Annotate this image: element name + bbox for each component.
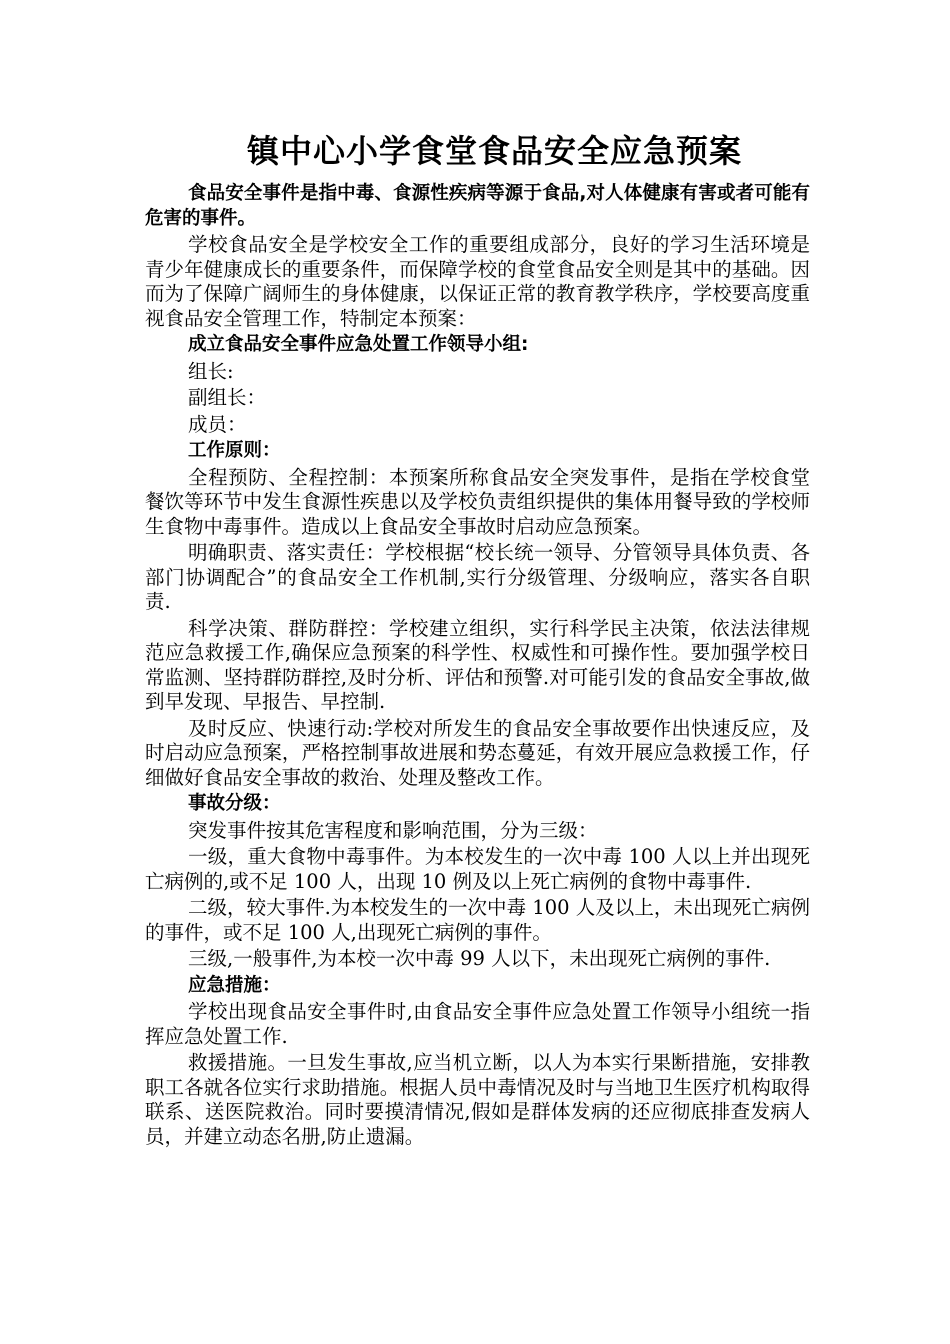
- principle-prevention: 全程预防、全程控制：本预案所称食品安全突发事件，是指在学校食堂餐饮等环节中发生食源性疾患以及学校负责组织提供的集体用餐导致的学校师生食物中毒事件。造成以上食品安全事故时启动应急预案。: [145, 465, 810, 538]
- principle-decision: 科学决策、群防群控：学校建立组织，实行科学民主决策，依法法律规范应急救援工作,确保应急预案的科学性、权威性和可操作性。要加强学校日常监测、坚持群防群控,及时分析、评估和预警.对可能引发的食品安全事故,做到早发现、早报告、早控制.: [145, 616, 810, 713]
- intro-paragraph: 学校食品安全是学校安全工作的重要组成部分，良好的学习生活环境是青少年健康成长的重要条件，而保障学校的食堂食品安全则是其中的基础。因而为了保障广阔师生的身体健康，以保证正常的教育教学秩序，学校要高度重视食品安全管理工作，特制定本预案：: [145, 233, 810, 330]
- group-leader-line: 组长:: [188, 359, 234, 383]
- level-two: 二级，较大事件.为本校发生的一次中毒 100 人及以上，未出现死亡病例的事件，或不足 100 人,出现死亡病例的事件。: [145, 896, 810, 944]
- leadership-group-heading: 成立食品安全事件应急处置工作领导小组:: [188, 334, 529, 355]
- deputy-leader-line: 副组长：: [188, 386, 267, 409]
- measures-heading: 应急措施：: [188, 974, 281, 996]
- level-three: 三级,一般事件,为本校一次中毒 99 人以下，未出现死亡病例的事件.: [188, 947, 771, 970]
- measures-rescue: 救援措施。一旦发生事故,应当机立断，以人为本实行果断措施，安排教职工各就各位实行求助措施。根据人员中毒情况及时与当地卫生医疗机构取得联系、送医院救治。同时要摸清情况,假如是群体发病的还应彻底排查发病人员，并建立动态名册,防止遗漏。: [145, 1051, 810, 1148]
- classification-intro: 突发事件按其危害程度和影响范围，分为三级：: [188, 818, 598, 842]
- measures-command: 学校出现食品安全事件时,由食品安全事件应急处置工作领导小组统一指挥应急处置工作.: [145, 1000, 810, 1048]
- principle-responsibility: 明确职责、落实责任：学校根据“校长统一领导、分管领导具体负责、各部门协调配合”的食品安全工作机制,实行分级管理、分级响应，落实各自职责.: [145, 541, 810, 613]
- document-page: [145, 128, 810, 1149]
- document-title: 镇中心小学食堂食品安全应急预案: [247, 132, 743, 170]
- members-line: 成员：: [188, 412, 247, 436]
- level-one: 一级，重大食物中毒事件。为本校发生的一次中毒 100 人以上并出现死亡病例的,或不足 100 人，出现 10 例及以上死亡病例的食物中毒事件.: [145, 845, 810, 893]
- definition-paragraph: 食品安全事件是指中毒、食源性疾病等源于食品,对人体健康有害或者可能有危害的事件。: [145, 183, 810, 229]
- principles-heading: 工作原则：: [188, 440, 281, 461]
- classification-heading: 事故分级：: [188, 793, 281, 814]
- principle-response: 及时反应、快速行动:学校对所发生的食品安全事故要作出快速反应，及时启动应急预案，严格控制事故进展和势态蔓延，有效开展应急救援工作，仔细做好食品安全事故的救治、处理及整改工作。: [145, 716, 810, 789]
